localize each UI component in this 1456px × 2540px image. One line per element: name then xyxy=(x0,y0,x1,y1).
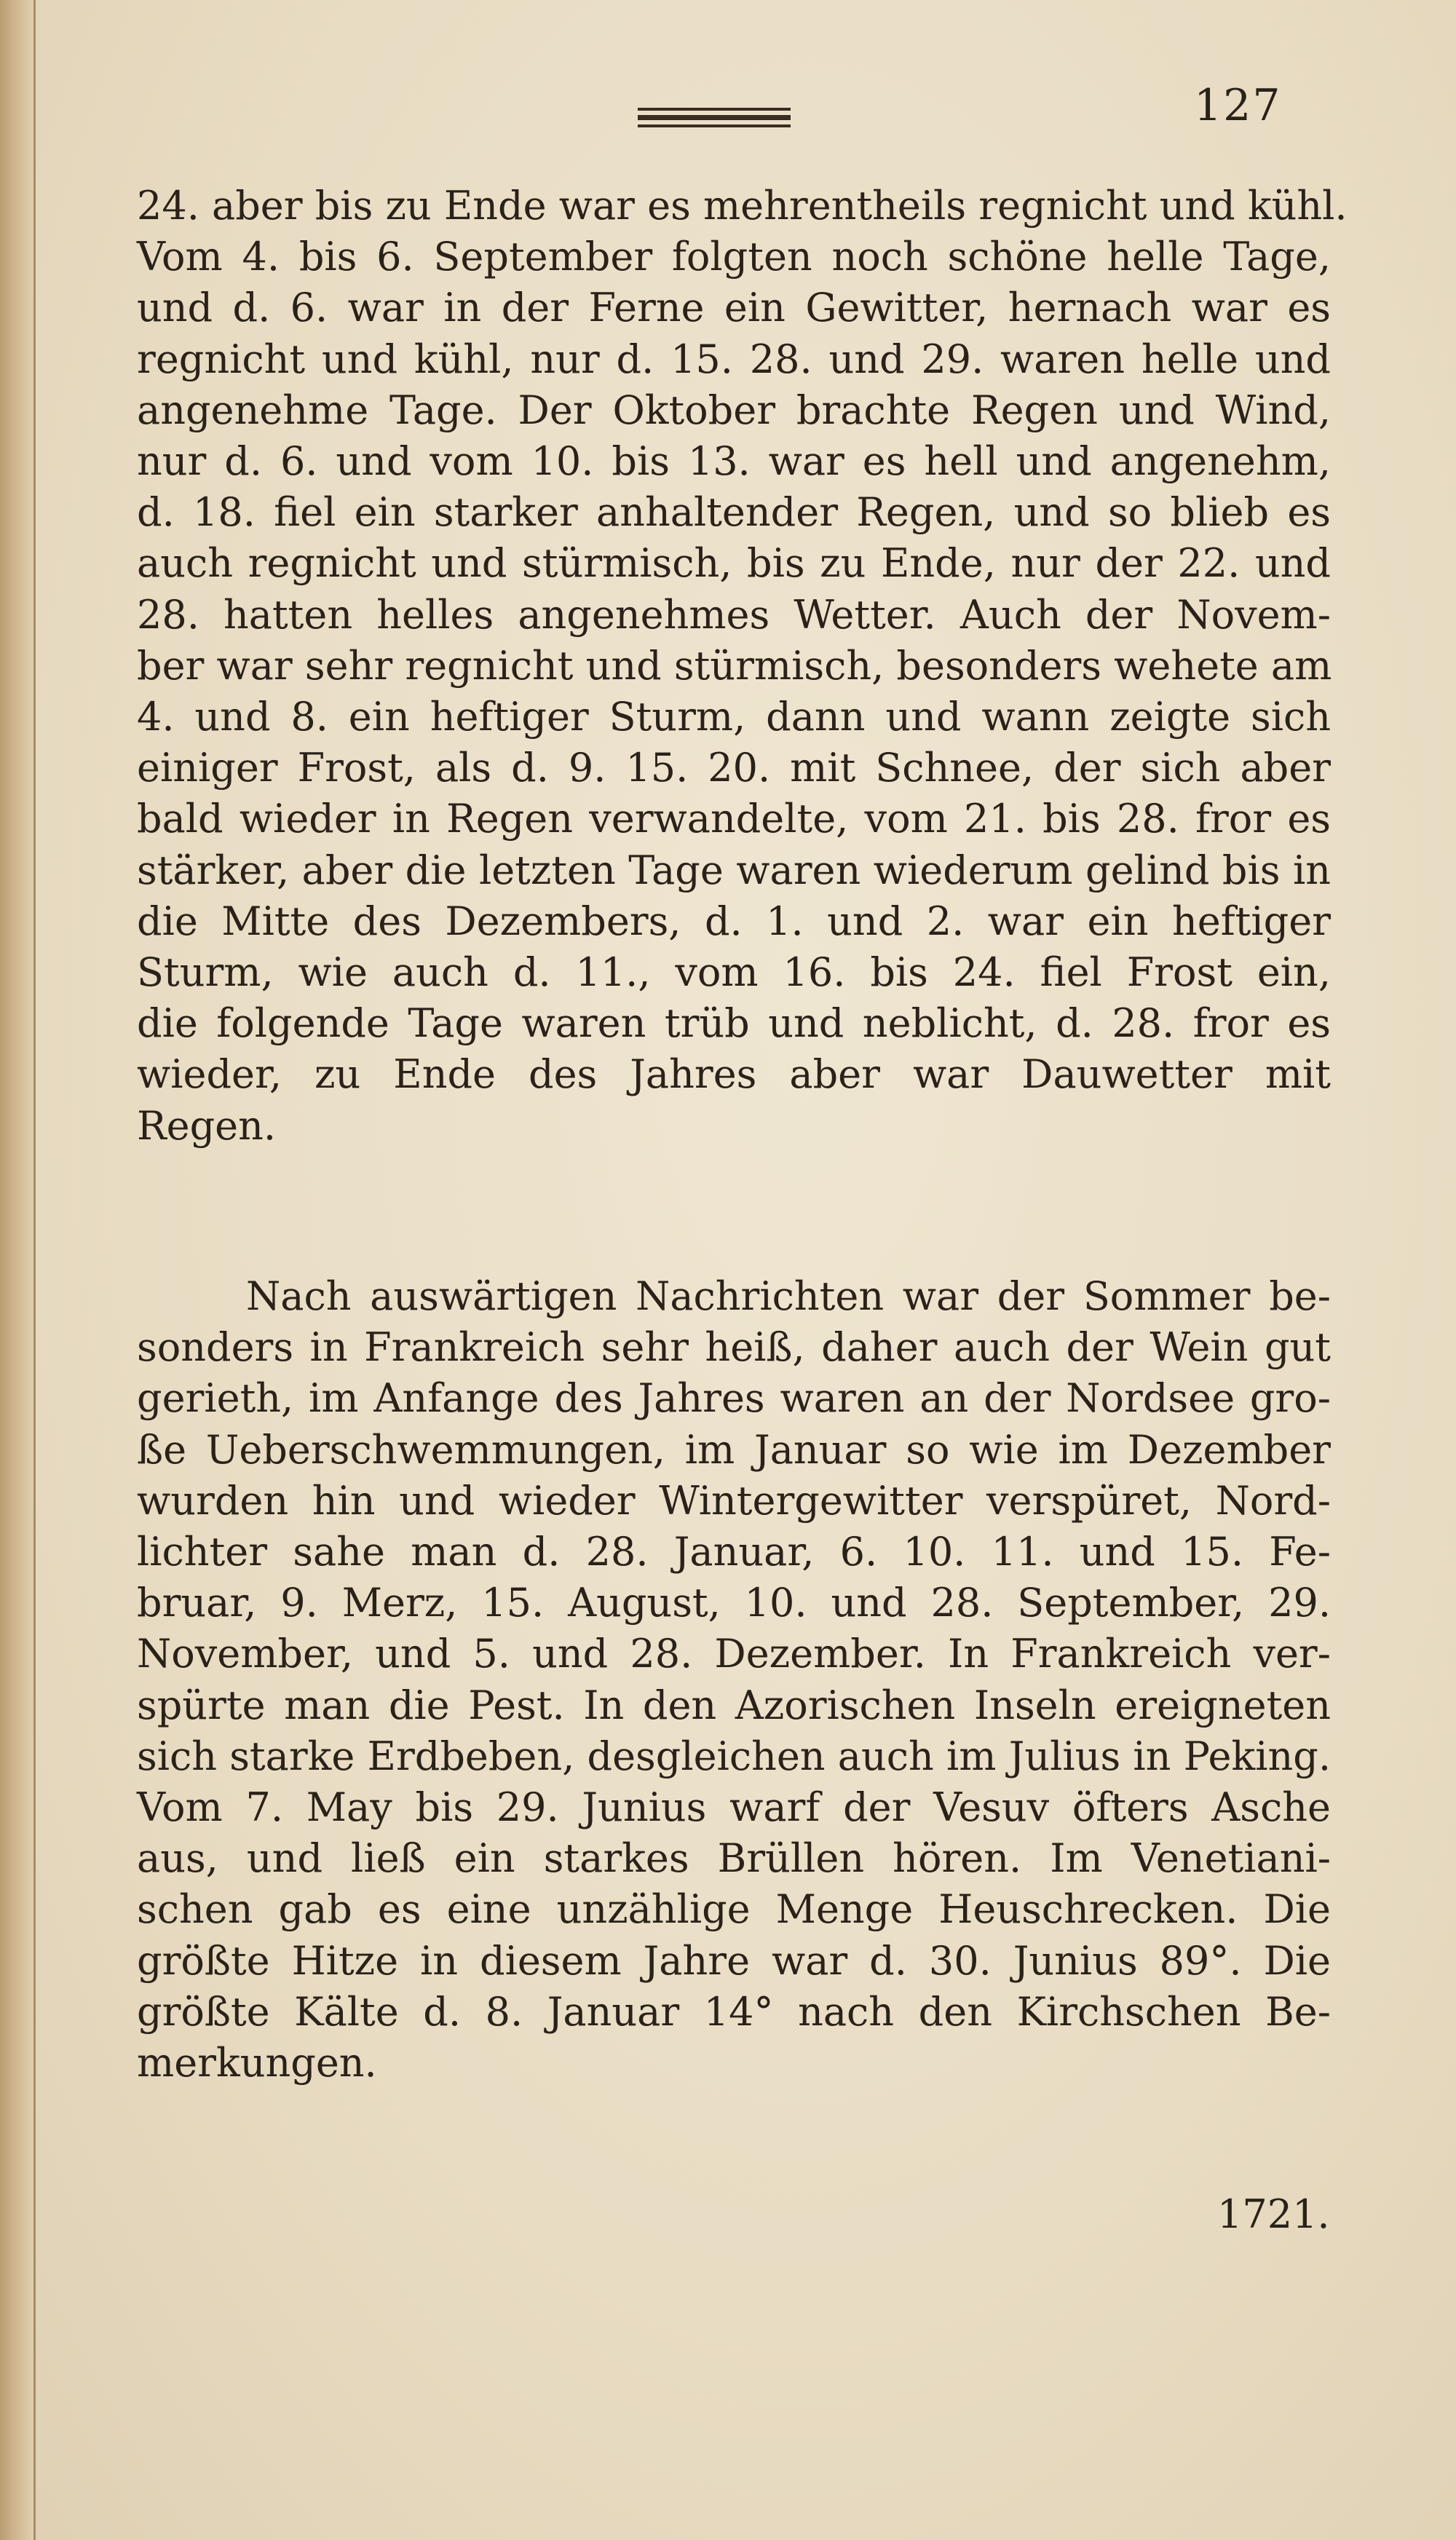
text-line: Nach auswärtigen Nachrichten war der Sommer be- xyxy=(246,1273,1331,1319)
text-line: lichter sahe man d. 28. Januar, 6. 10. 11. und 15. Fe- xyxy=(137,1529,1331,1575)
header-rule-bottom xyxy=(638,124,791,127)
header-rule-top xyxy=(638,108,791,111)
page-number: 127 xyxy=(1194,80,1282,131)
text-line: merkungen. xyxy=(137,2040,377,2086)
weather-paragraph xyxy=(137,181,1348,1152)
text-line: sonders in Frankreich sehr heiß, daher auch der Wein gut xyxy=(137,1324,1331,1371)
text-line: d. 18. fiel ein starker anhaltender Regen, und so blieb es xyxy=(137,489,1331,536)
text-line: die Mitte des Dezembers, d. 1. und 2. war ein heftiger xyxy=(137,898,1331,944)
text-line: wurden hin und wieder Wintergewitter verspüret, Nord- xyxy=(137,1477,1331,1524)
text-line: einiger Frost, als d. 9. 15. 20. mit Schnee, der sich aber xyxy=(137,745,1331,791)
text-line: gerieth, im Anfange des Jahres waren an der Nordsee gro- xyxy=(137,1375,1331,1422)
text-line: schen gab es eine unzählige Menge Heuschrecken. Die xyxy=(137,1886,1331,1933)
text-line: größte Hitze in diesem Jahre war d. 30. Junius 89°. Die xyxy=(137,1937,1331,1984)
text-line: 24. aber bis zu Ende war es mehrentheils regnicht und kühl. xyxy=(137,183,1348,229)
text-line: Vom 4. bis 6. September folgten noch schöne helle Tage, xyxy=(137,234,1331,280)
text-line: bald wieder in Regen verwandelte, vom 21. bis 28. fror es xyxy=(137,796,1331,842)
text-line: die folgende Tage waren trüb und neblicht, d. 28. fror es xyxy=(137,1000,1331,1047)
text-line: regnicht und kühl, nur d. 15. 28. und 29. waren helle und xyxy=(137,336,1331,382)
text-line: Vom 7. May bis 29. Junius warf der Vesuv öfters Asche xyxy=(137,1784,1331,1831)
text-line: nur d. 6. und vom 10. bis 13. war es hell und angenehm, xyxy=(137,438,1331,485)
page-gutter xyxy=(0,0,33,2540)
text-line: 4. und 8. ein heftiger Sturm, dann und wann zeigte sich xyxy=(137,694,1331,740)
text-line: Regen. xyxy=(137,1102,277,1149)
page-gutter-edge xyxy=(33,0,36,2540)
text-line: spürte man die Pest. In den Azorischen Inseln ereigneten xyxy=(137,1682,1331,1728)
text-line: bruar, 9. Merz, 15. August, 10. und 28. September, 29. xyxy=(137,1580,1331,1626)
text-line: aus, und ließ ein starkes Brüllen hören. Im Venetiani- xyxy=(137,1835,1331,1882)
text-line: angenehme Tage. Der Oktober brachte Regen und Wind, xyxy=(137,387,1331,433)
catchword: 1721. xyxy=(1217,2191,1330,2237)
text-line: ße Ueberschwemmungen, im Januar so wie im Dezember xyxy=(137,1426,1331,1473)
text-line: Sturm, wie auch d. 11., vom 16. bis 24. fiel Frost ein, xyxy=(137,949,1331,996)
text-line: November, und 5. und 28. Dezember. In Frankreich ver- xyxy=(137,1631,1331,1677)
text-line: stärker, aber die letzten Tage waren wiederum gelind bis in xyxy=(137,847,1331,893)
text-line: auch regnicht und stürmisch, bis zu Ende, nur der 22. und xyxy=(137,540,1331,587)
header-rule-middle xyxy=(638,115,791,120)
text-line: und d. 6. war in der Ferne ein Gewitter, hernach war es xyxy=(137,285,1331,331)
foreign-reports-paragraph xyxy=(137,1271,1331,2089)
text-line: 28. hatten helles angenehmes Wetter. Auch der Novem- xyxy=(137,591,1331,638)
text-line: ber war sehr regnicht und stürmisch, besonders wehete am xyxy=(137,642,1332,689)
text-line: sich starke Erdbeben, desgleichen auch im Julius in Peking. xyxy=(137,1733,1331,1779)
text-line: größte Kälte d. 8. Januar 14° nach den Kirchschen Be- xyxy=(137,1988,1331,2035)
text-line: wieder, zu Ende des Jahres aber war Dauwetter mit xyxy=(137,1051,1331,1098)
